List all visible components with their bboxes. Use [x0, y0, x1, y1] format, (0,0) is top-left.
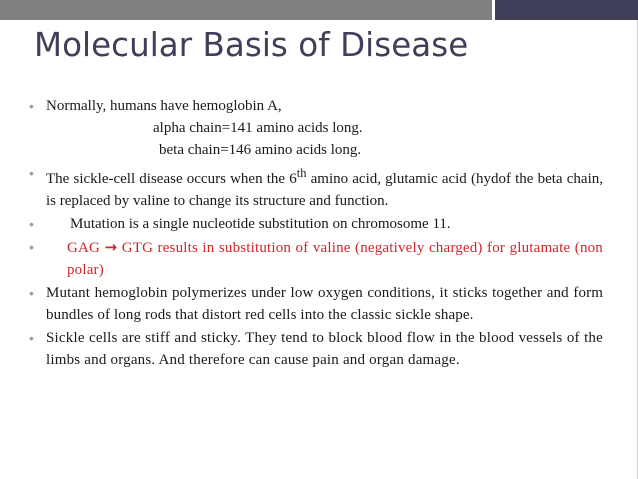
- bullet-text: [67, 236, 603, 281]
- bullet-dot-icon: •: [29, 239, 34, 255]
- superscript-th: th: [296, 166, 307, 180]
- right-arrow-icon: →: [104, 238, 118, 256]
- bullet-text: Mutant hemoglobin polymerizes under low oxygen conditions, it sticks together and form bundles of long rods that distort red cells into the classic sickle shape.: [46, 285, 603, 323]
- bullet-dot-icon: •: [29, 216, 34, 232]
- slide-body: [29, 95, 603, 371]
- bullet-text-start: The sickle-cell disease occurs when the 6: [46, 171, 297, 187]
- bullet-dot-icon: •: [29, 165, 34, 181]
- band-dark-block: [495, 0, 638, 20]
- bullet-text-end: amino acid, glutamic acid (hydof the beta chain, is replaced by valine to change its structure and function.: [46, 171, 603, 209]
- bullet-text: Mutation is a single nucleotide substitution on chromosome 11.: [70, 216, 451, 232]
- bullet-item-2: [29, 162, 603, 212]
- bullet-dot-icon: •: [29, 285, 34, 301]
- bullet-text-start: GAG: [67, 240, 105, 256]
- bullet-dot-icon: •: [29, 98, 34, 114]
- bullet-text: Normally, humans have hemoglobin A,: [46, 98, 282, 114]
- bullet-dot-icon: •: [29, 330, 34, 346]
- bullet-item-1: [29, 95, 603, 117]
- bullet-text-end: GTG results in substitution of valine (negatively charged) for glutamate (non polar): [67, 240, 603, 278]
- bullet-item-4: [29, 236, 603, 281]
- sub-line-beta: beta chain=146 amino acids long.: [159, 142, 362, 158]
- bullet-item-5: [29, 282, 603, 326]
- bullet-text: [46, 162, 603, 212]
- top-accent-band: [0, 0, 638, 20]
- bullet-item-6: [29, 327, 603, 371]
- bullet-text: Sickle cells are stiff and sticky. They tend to block blood flow in the blood vessels of the limbs and organs. And therefore can cause pain and organ damage.: [46, 330, 603, 368]
- slide-title: Molecular Basis of Disease: [34, 26, 469, 64]
- sub-line-alpha: alpha chain=141 amino acids long.: [153, 120, 363, 136]
- bullet-item-3: [29, 213, 603, 235]
